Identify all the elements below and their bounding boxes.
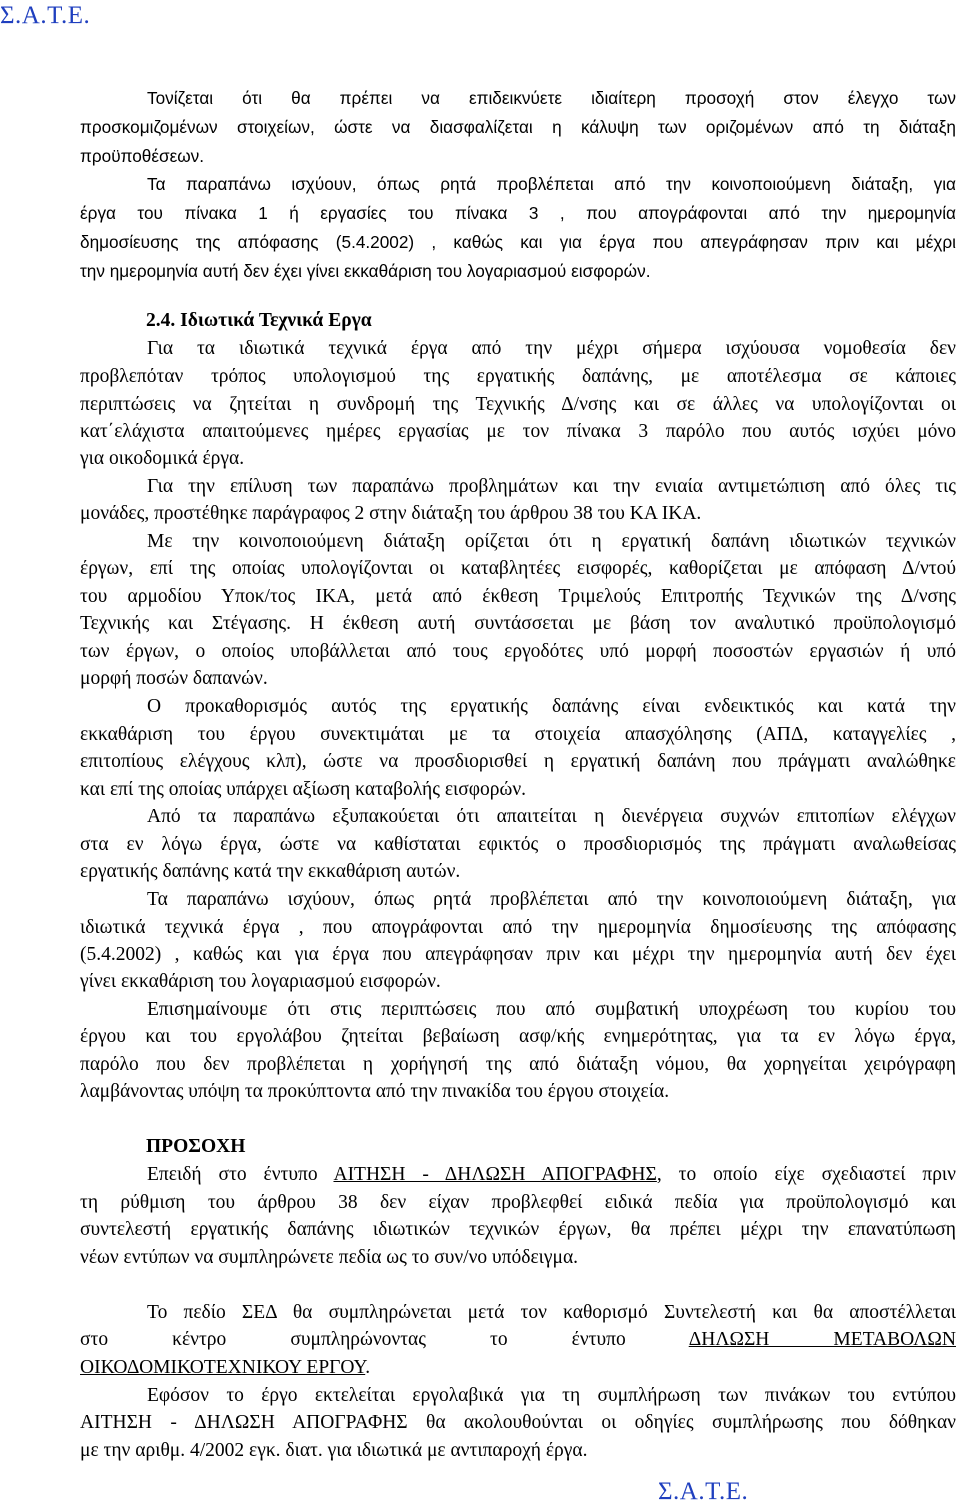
body-line: επιτοπίους ελέγχους κλπ), ώστε να προσδιορισθεί η εργατική δαπάνη που πράγματι αναλώθηκε — [80, 751, 956, 772]
notice-line: με την αριθμ. 4/2002 εγκ. διατ. για ιδιωτικά με αντιπαροχή έργα. — [80, 1440, 588, 1461]
body-line: εργατικής δαπάνης κατά την εκκαθάριση αυτών. — [80, 861, 461, 882]
form-link-changes[interactable]: ΔΗΛΩΣΗ ΜΕΤΑΒΟΛΩΝ — [688, 1329, 956, 1350]
notice-line: Το πεδίο ΣΕΔ θα συμπληρώνεται μετά τον καθορισμό Συντελεστή και θα αποστέλλεται — [147, 1302, 956, 1323]
section-number: 2.4. — [146, 310, 176, 331]
body-line: Επισημαίνουμε ότι στις περιπτώσεις που από συμβατική υποχρέωση του κυρίου του — [147, 999, 956, 1020]
body-line: εκκαθάριση του έργου συνεκτιμάται με τα στοιχεία απασχόλησης (ΑΠΔ, καταγγελίες , — [80, 724, 956, 745]
intro-line: δημοσίευσης της απόφασης (5.4.2002) , καθώς και για έργα που απεγράφησαν πριν και μέχρι — [80, 232, 956, 252]
body-line: λαμβάνοντας υπόψη τα προκύπτοντα από την πινακίδα του έργου στοιχεία. — [80, 1081, 670, 1102]
body-line: Από τα παραπάνω εξυπακούεται ότι απαιτείται η διενέργεια συχνών επιτοπίων ελέγχων — [147, 806, 956, 827]
body-line: (5.4.2002) , καθώς και για έργα που απεγράφησαν πριν και μέχρι την ημερομηνία αυτή δεν έχει — [80, 944, 956, 965]
intro-line: Τονίζεται ότι θα πρέπει να επιδεικνύετε ιδιαίτερη προσοχή στον έλεγχο των — [147, 88, 956, 108]
body-line: για οικοδομικά έργα. — [80, 448, 245, 469]
notice-text: , το οποίο είχε σχεδιαστεί πριν — [656, 1164, 956, 1185]
body-line: του αρμοδίου Υποκ/τος ΙΚΑ, μετά από έκθεση Τριμελούς Επιτροπής Τεχνικών της Δ/νσης — [80, 586, 956, 607]
footer-logo: Σ.Α.Τ.Ε. — [658, 1478, 749, 1505]
form-link-application[interactable]: ΑΙΤΗΣΗ - ΔΗΛΩΣΗ ΑΠΟΓΡΑΦΗΣ — [333, 1164, 657, 1185]
body-line: Για τα ιδιωτικά τεχνικά έργα από την μέχρι σήμερα ισχύουσα νομοθεσία δεν — [147, 338, 956, 359]
body-line: Τεχνικής και Στέγασης. Η έκθεση αυτή συντάσσεται με βάση τον αναλυτικό προϋπολογισμό — [80, 613, 956, 634]
body-line: και επί της οποίας υπάρχει αξίωση καταβολής εισφορών. — [80, 779, 527, 800]
body-line: περιπτώσεις να ζητείται η συνδρομή της Τεχνικής Δ/νσης και σε άλλες να υπολογίζονται οι — [80, 394, 956, 415]
form-link-changes-cont[interactable]: ΟΙΚΟΔΟΜΙΚΟΤΕΧΝΙΚΟΥ ΕΡΓΟΥ — [80, 1357, 366, 1378]
body-line: προβλεπόταν τρόπος υπολογισμού της εργατικής δαπάνης, με αποτέλεσμα σε κάποιες — [80, 366, 956, 387]
body-line: γίνει εκκαθάριση του λογαριασμού εισφορών. — [80, 971, 441, 992]
body-line: ιδιωτικά τεχνικά έργα , που απογράφονται από την ημερομηνία δημοσίευσης της απόφασης — [80, 917, 956, 938]
body-line: Ο προκαθορισμός αυτός της εργατικής δαπάνης είναι ενδεικτικός και κατά την — [147, 696, 956, 717]
body-line: των έργων, ο οποίος υποβάλλεται από τους εργοδότες υπό μορφή ποσοστών εργασιών ή υπό — [80, 641, 956, 662]
intro-line: προϋποθέσεων. — [80, 146, 205, 166]
notice-text: . — [365, 1357, 371, 1378]
intro-line: έργα του πίνακα 1 ή εργασίες του πίνακα 3 , που απογράφονται από την ημερομηνία — [80, 203, 956, 223]
notice-line: τη ρύθμιση του άρθρου 38 δεν είχαν προβλεφθεί ειδικά πεδία για προϋπολογισμό και — [80, 1192, 956, 1213]
body-line: κατ΄ελάχιστα απαιτούμενες ημέρες εργασίας με τον πίνακα 3 παρόλο που αυτός ισχύει μόνο — [80, 421, 956, 442]
header-logo: Σ.Α.Τ.Ε. — [0, 2, 91, 29]
body-line: παρόλο που δεν προβλέπεται η χορήγησή της από διάταξη νόμου, θα χορηγείται χειρόγραφη — [80, 1054, 956, 1075]
notice-line: συντελεστή εργατικής δαπάνης ιδιωτικών τεχνικών έργων, θα πρέπει μέχρι την επανατύπωση — [80, 1219, 956, 1240]
notice-line — [80, 1329, 956, 1351]
notice-line: νέων εντύπων να συμπληρώνετε πεδία ως το συν/νο υπόδειγμα. — [80, 1247, 579, 1268]
intro-line: την ημερομηνία αυτή δεν έχει γίνει εκκαθάριση του λογαριασμού εισφορών. — [80, 261, 651, 281]
body-line: μορφή ποσών δαπανών. — [80, 668, 268, 689]
body-line: Για την επίλυση των παραπάνω προβλημάτων και την ενιαία αντιμετώπιση από όλες τις — [147, 476, 956, 497]
notice-heading: ΠΡΟΣΟΧΗ — [146, 1136, 246, 1157]
body-line: έργου και του εργολάβου ζητείται βεβαίωση ασφ/κής ενημερότητας, για τα εν λόγω έργα, — [80, 1026, 956, 1047]
body-line: μονάδες, προστέθηκε παράγραφος 2 στην διάταξη του άρθρου 38 του ΚΑ ΙΚΑ. — [80, 503, 702, 524]
notice-line: Εφόσον το έργο εκτελείται εργολαβικά για τη συμπλήρωση των πινάκων του εντύπου — [147, 1385, 956, 1406]
section-title: Ιδιωτικά Τεχνικά Εργα — [180, 310, 372, 331]
body-line: έργων, επί της οποίας υπολογίζονται οι καταβλητέες εισφορές, καθορίζεται με απόφαση Δ/ντού — [80, 558, 956, 579]
notice-text: στο κέντρο συμπληρώνοντας το έντυπο — [80, 1329, 689, 1350]
intro-line: προσκομιζομένων στοιχείων, ώστε να διασφαλίζεται η κάλυψη των οριζομένων από τη διάταξη — [80, 117, 956, 137]
body-line: Με την κοινοποιούμενη διάταξη ορίζεται ότι η εργατική δαπάνη ιδιωτικών τεχνικών — [147, 531, 956, 552]
notice-line — [80, 1357, 956, 1379]
body-line: στα εν λόγω έργα, ώστε να καθίσταται εφικτός ο προσδιορισμός της πράγματι αναλωθείσας — [80, 834, 956, 855]
section-heading — [146, 310, 372, 332]
intro-line: Τα παραπάνω ισχύουν, όπως ρητά προβλέπεται από την κοινοποιούμενη διάταξη, για — [147, 174, 956, 194]
notice-text: Επειδή στο έντυπο — [147, 1164, 334, 1185]
notice-line — [80, 1164, 956, 1186]
body-line: Τα παραπάνω ισχύουν, όπως ρητά προβλέπεται από την κοινοποιούμενη διάταξη, για — [147, 889, 956, 910]
notice-line: ΑΙΤΗΣΗ - ΔΗΛΩΣΗ ΑΠΟΓΡΑΦΗΣ θα ακολουθούνται οι οδηγίες συμπλήρωσης που δόθηκαν — [80, 1412, 956, 1433]
